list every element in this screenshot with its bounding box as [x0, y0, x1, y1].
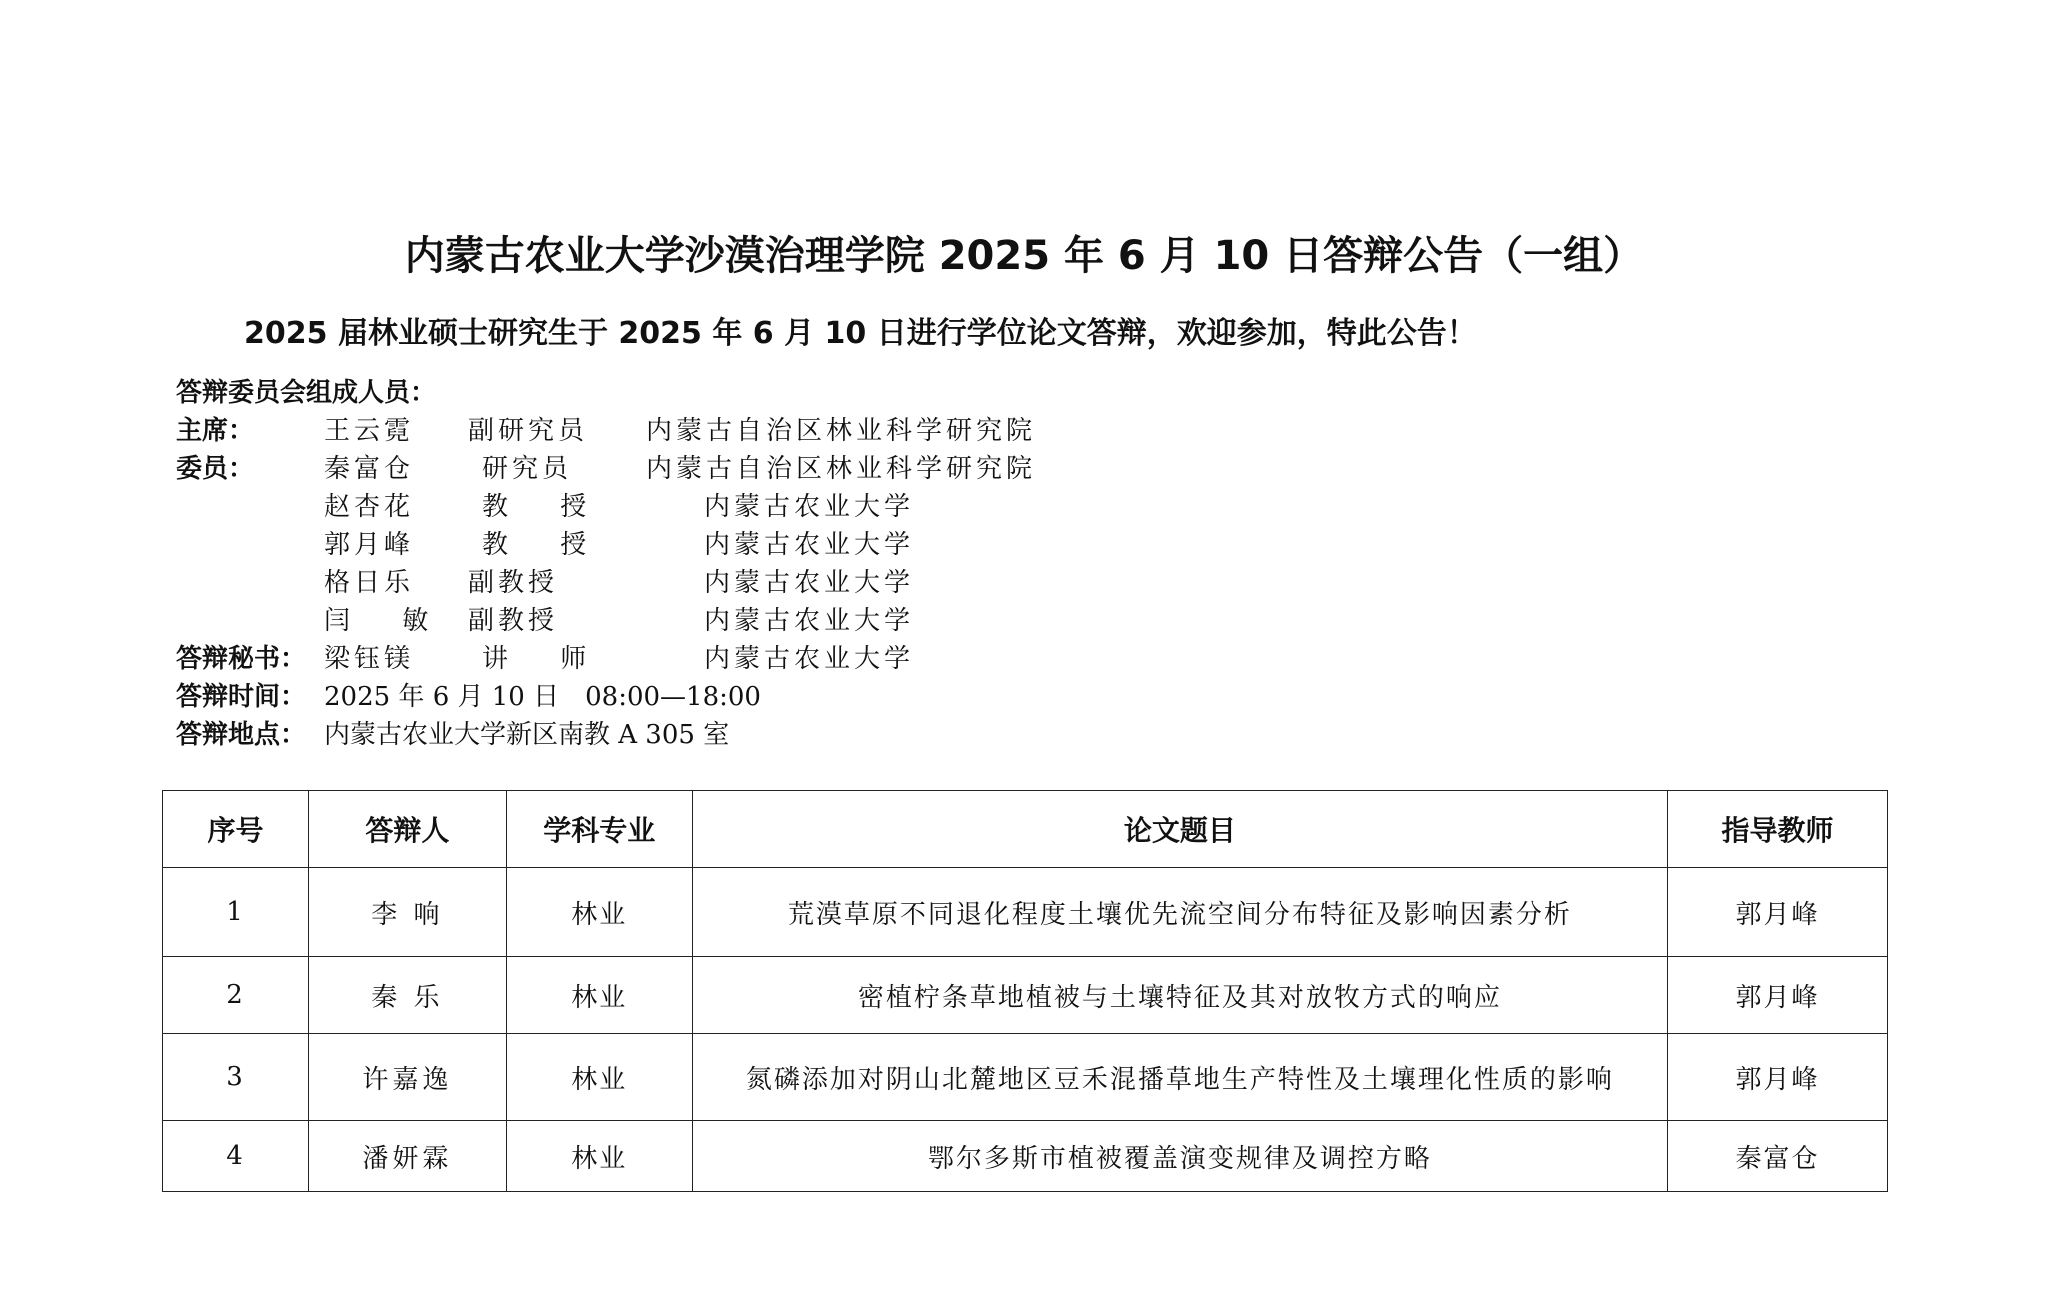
- member-name: 秦富仓: [324, 454, 415, 484]
- cell-advisor: 郭月峰: [1668, 868, 1888, 957]
- table-row: [163, 1034, 1888, 1121]
- place-value: 内蒙古农业大学新区南教 A 305 室: [324, 720, 730, 750]
- committee-heading: 答辩委员会组成人员：: [176, 378, 437, 408]
- member-title: 研究员: [482, 454, 573, 484]
- header-thesis-title: 论文题目: [692, 791, 1667, 868]
- cell-thesis-title: 荒漠草原不同退化程度土壤优先流空间分布特征及影响因素分析: [692, 868, 1667, 957]
- secretary-name: 梁钰镁: [324, 644, 415, 674]
- member-org: 内蒙古自治区林业科学研究院: [646, 416, 1037, 446]
- header-index: 序号: [163, 791, 309, 868]
- secretary-org: 内蒙古农业大学: [704, 644, 915, 674]
- members-label: 委员：: [176, 454, 255, 484]
- member-org: 内蒙古农业大学: [704, 492, 915, 522]
- member-org: 内蒙古农业大学: [704, 606, 915, 636]
- member-name: 格日乐: [324, 568, 415, 598]
- member-title: 副教授: [468, 568, 559, 598]
- member-name: 赵杏花: [324, 492, 415, 522]
- table-row: [163, 1121, 1888, 1192]
- header-major: 学科专业: [506, 791, 692, 868]
- table-header-row: [163, 791, 1888, 868]
- header-candidate: 答辩人: [308, 791, 506, 868]
- cell-major: 林业: [506, 1121, 692, 1192]
- cell-index: 1: [163, 868, 309, 957]
- place-label: 答辩地点：: [176, 720, 307, 750]
- member-org: 内蒙古自治区林业科学研究院: [646, 454, 1037, 484]
- time-value: 2025 年 6 月 10 日 08:00—18:00: [324, 682, 761, 712]
- cell-major: 林业: [506, 868, 692, 957]
- member-title: 教 授: [482, 492, 609, 522]
- defense-schedule-table: [162, 790, 1888, 1192]
- member-title: 副教授: [468, 606, 559, 636]
- cell-thesis-title: 鄂尔多斯市植被覆盖演变规律及调控方略: [692, 1121, 1667, 1192]
- header-advisor: 指导教师: [1668, 791, 1888, 868]
- secretary-label: 答辩秘书：: [176, 644, 307, 674]
- cell-thesis-title: 氮磷添加对阴山北麓地区豆禾混播草地生产特性及土壤理化性质的影响: [692, 1034, 1667, 1121]
- cell-candidate: 许嘉逸: [308, 1034, 506, 1121]
- cell-major: 林业: [506, 957, 692, 1034]
- cell-advisor: 秦富仓: [1668, 1121, 1888, 1192]
- cell-candidate: 潘妍霖: [308, 1121, 506, 1192]
- member-name: 郭月峰: [324, 530, 415, 560]
- member-name: 王云霓: [324, 416, 415, 446]
- chair-label: 主席：: [176, 416, 255, 446]
- cell-major: 林业: [506, 1034, 692, 1121]
- cell-advisor: 郭月峰: [1668, 1034, 1888, 1121]
- table-row: [163, 868, 1888, 957]
- member-name: 闫 敏: [324, 606, 451, 636]
- cell-thesis-title: 密植柠条草地植被与土壤特征及其对放牧方式的响应: [692, 957, 1667, 1034]
- member-org: 内蒙古农业大学: [704, 530, 915, 560]
- member-title: 教 授: [482, 530, 609, 560]
- cell-index: 4: [163, 1121, 309, 1192]
- secretary-title: 讲 师: [482, 644, 609, 674]
- announcement-intro: 2025 届林业硕士研究生于 2025 年 6 月 10 日进行学位论文答辩，欢迎参加，特此公告！: [244, 316, 1477, 351]
- cell-index: 3: [163, 1034, 309, 1121]
- member-title: 副研究员: [468, 416, 589, 446]
- cell-advisor: 郭月峰: [1668, 957, 1888, 1034]
- cell-candidate: 秦 乐: [308, 957, 506, 1034]
- table-row: [163, 957, 1888, 1034]
- member-org: 内蒙古农业大学: [704, 568, 915, 598]
- cell-index: 2: [163, 957, 309, 1034]
- time-label: 答辩时间：: [176, 682, 307, 712]
- cell-candidate: 李 响: [308, 868, 506, 957]
- page-title: 内蒙古农业大学沙漠治理学院 2025 年 6 月 10 日答辩公告（一组）: [404, 233, 1644, 279]
